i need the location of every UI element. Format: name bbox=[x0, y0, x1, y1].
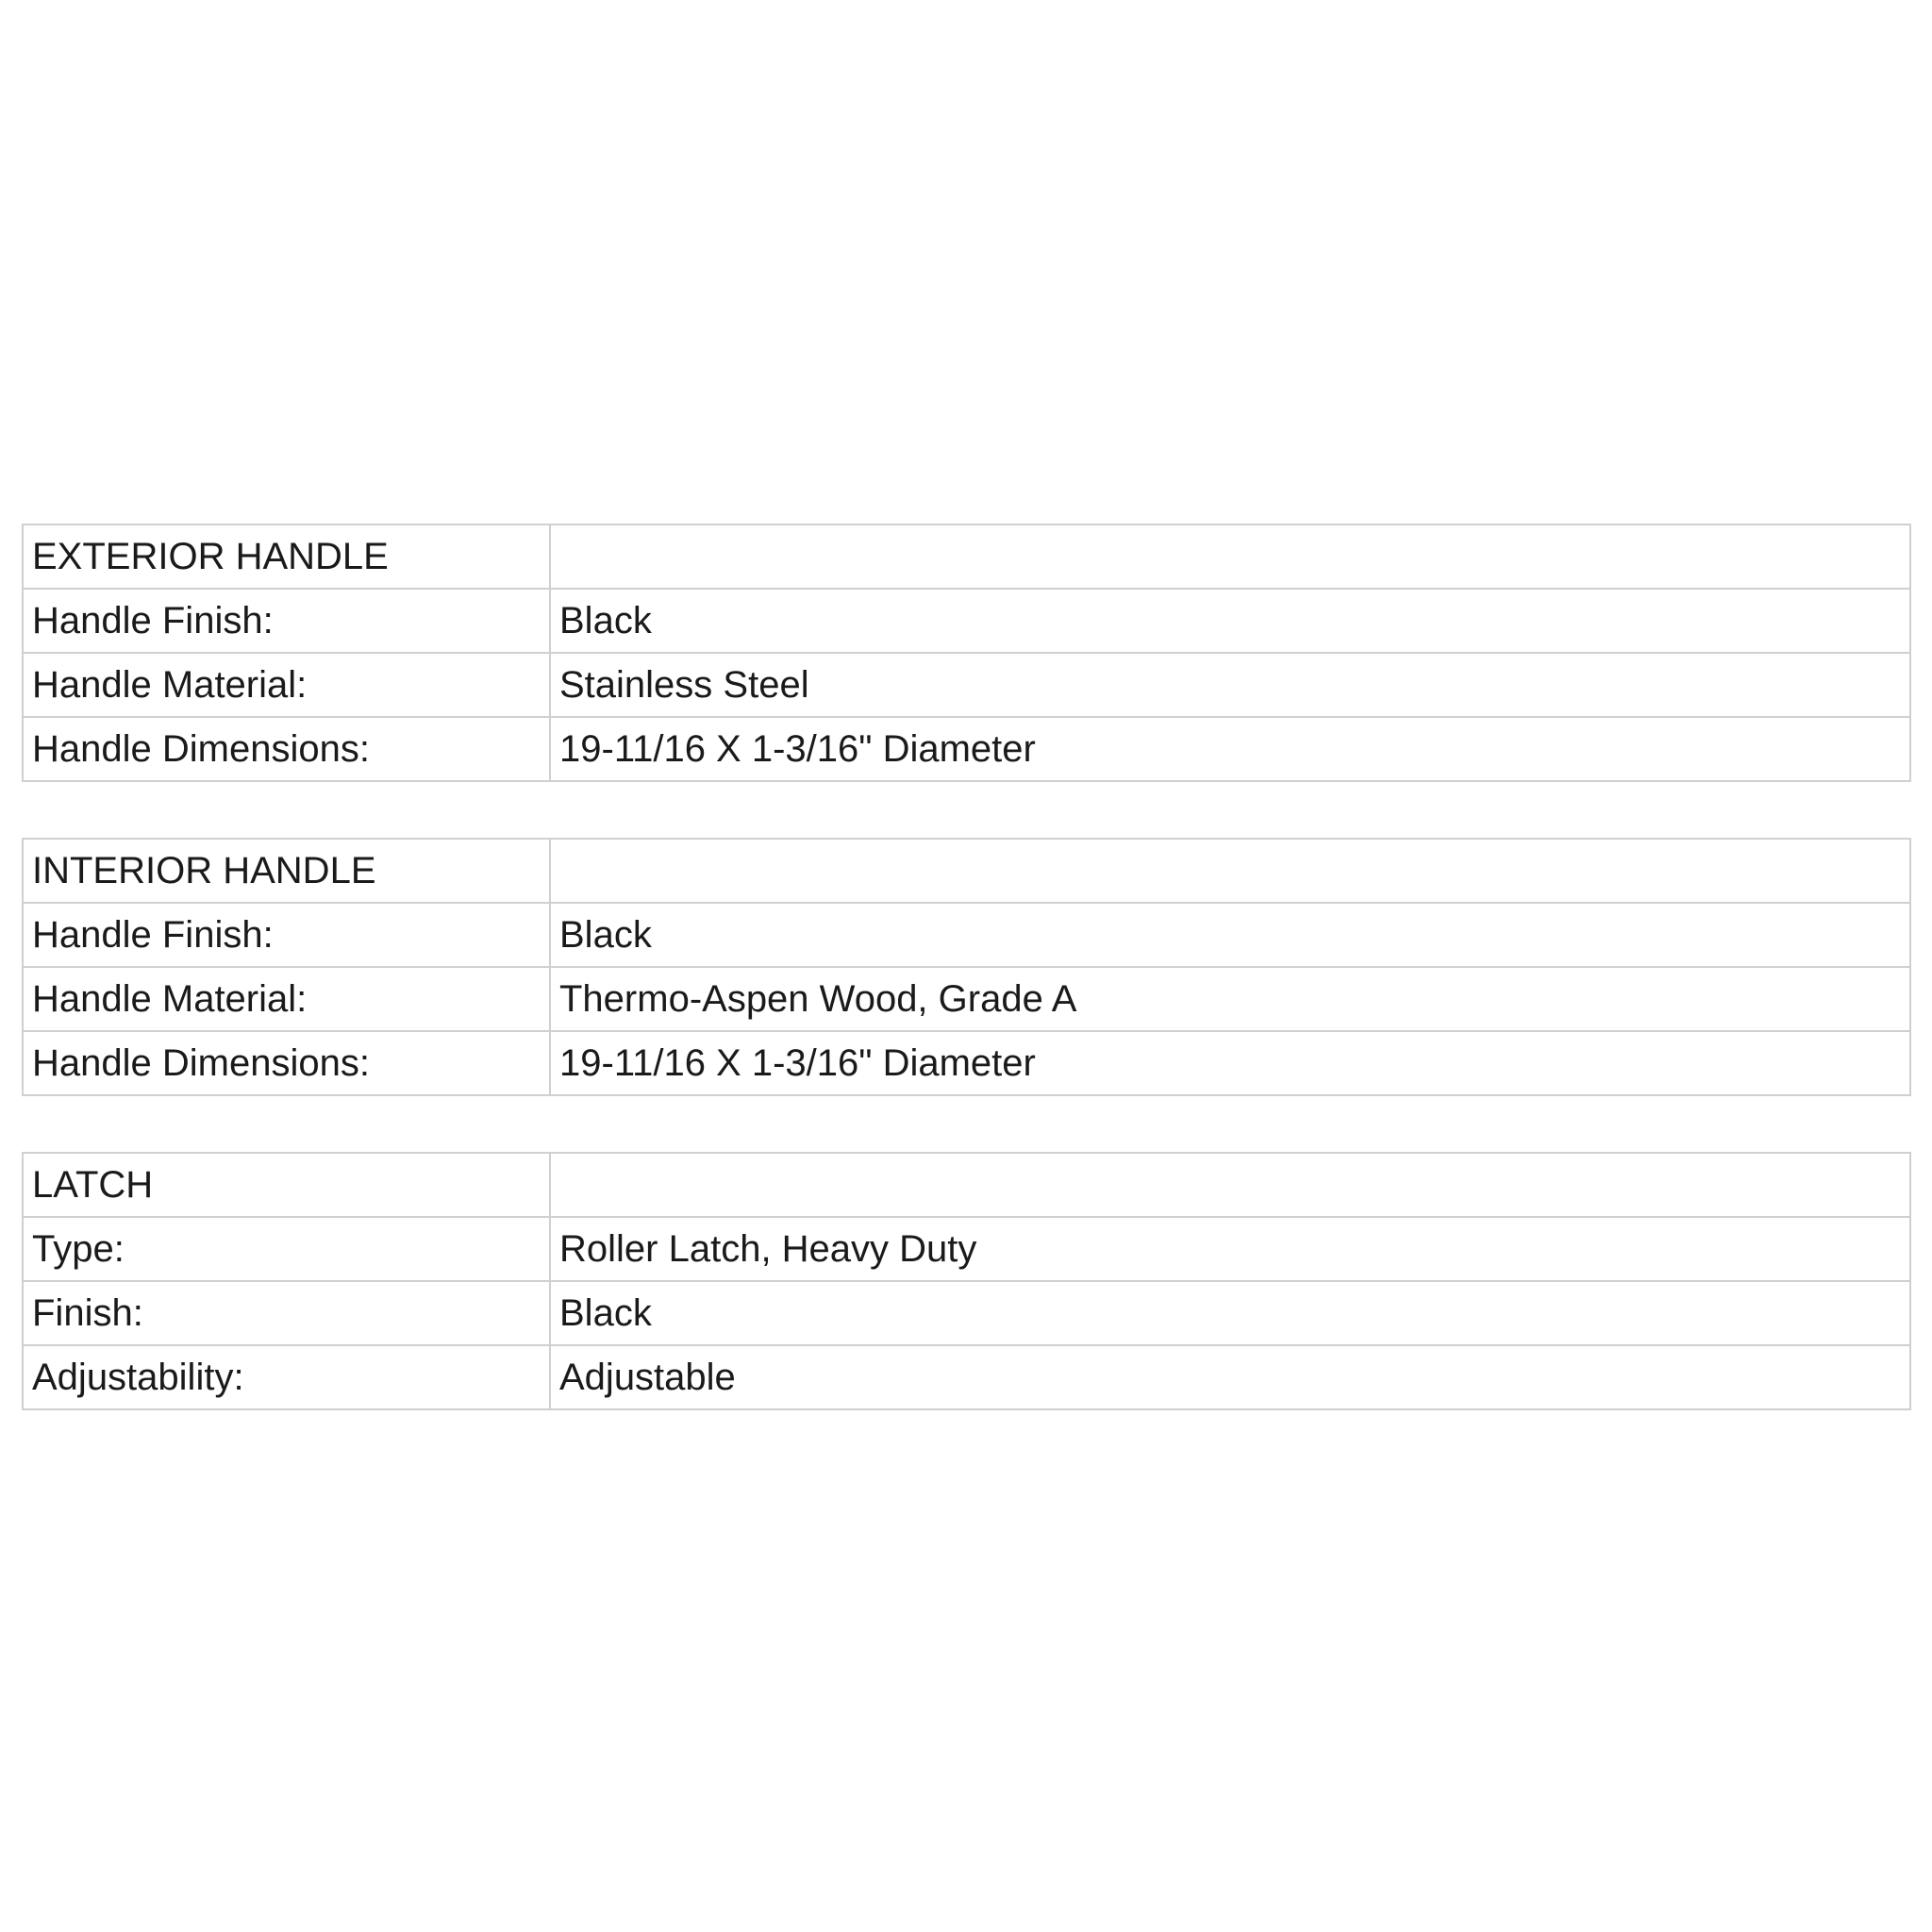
latch-table bbox=[22, 1152, 1911, 1410]
spec-label: Handle Finish: bbox=[23, 589, 550, 653]
spec-label: Finish: bbox=[23, 1281, 550, 1345]
spec-value: Adjustable bbox=[550, 1345, 1910, 1409]
spec-row bbox=[23, 589, 1910, 653]
spec-value: Stainless Steel bbox=[550, 653, 1910, 717]
spec-value: Thermo-Aspen Wood, Grade A bbox=[550, 967, 1910, 1031]
section-heading: INTERIOR HANDLE bbox=[23, 839, 550, 903]
spec-label: Handle Dimensions: bbox=[23, 717, 550, 781]
spec-label: Adjustability: bbox=[23, 1345, 550, 1409]
spec-label: Handle Material: bbox=[23, 653, 550, 717]
spec-row bbox=[23, 717, 1910, 781]
section-header-row bbox=[23, 525, 1910, 589]
spec-value: Black bbox=[550, 589, 1910, 653]
spec-row bbox=[23, 903, 1910, 967]
spec-value: Black bbox=[550, 1281, 1910, 1345]
spec-value: 19-11/16 X 1-3/16" Diameter bbox=[550, 717, 1910, 781]
section-heading: EXTERIOR HANDLE bbox=[23, 525, 550, 589]
spec-row bbox=[23, 1031, 1910, 1095]
section-header-row bbox=[23, 1153, 1910, 1217]
spec-sheet bbox=[22, 524, 1911, 1466]
spec-value: Black bbox=[550, 903, 1910, 967]
section-heading-blank bbox=[550, 839, 1910, 903]
spec-value: Roller Latch, Heavy Duty bbox=[550, 1217, 1910, 1281]
section-header-row bbox=[23, 839, 1910, 903]
spec-label: Handle Material: bbox=[23, 967, 550, 1031]
spec-label: Type: bbox=[23, 1217, 550, 1281]
section-heading: LATCH bbox=[23, 1153, 550, 1217]
spec-row bbox=[23, 1345, 1910, 1409]
section-heading-blank bbox=[550, 1153, 1910, 1217]
exterior-handle-table bbox=[22, 524, 1911, 782]
interior-handle-table bbox=[22, 838, 1911, 1096]
spec-row bbox=[23, 967, 1910, 1031]
section-heading-blank bbox=[550, 525, 1910, 589]
spec-label: Handle Finish: bbox=[23, 903, 550, 967]
spec-label: Handle Dimensions: bbox=[23, 1031, 550, 1095]
spec-value: 19-11/16 X 1-3/16" Diameter bbox=[550, 1031, 1910, 1095]
spec-row bbox=[23, 653, 1910, 717]
spec-row bbox=[23, 1217, 1910, 1281]
spec-row bbox=[23, 1281, 1910, 1345]
